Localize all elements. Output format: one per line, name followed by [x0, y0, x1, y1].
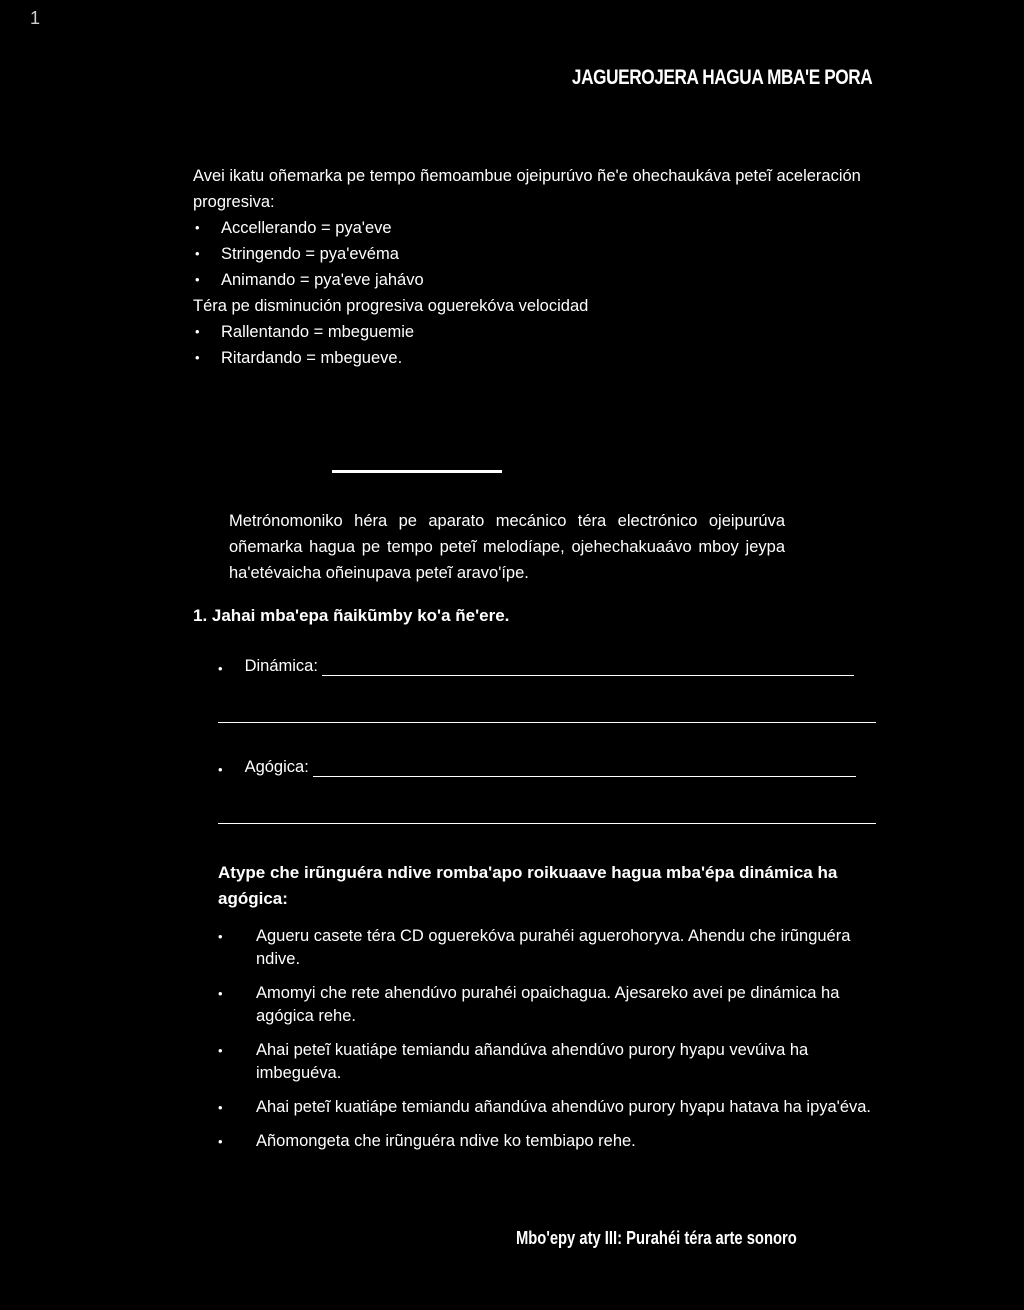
- question-1: 1. Jahai mba'epa ñaikũmby ko'a ñe'ere.: [193, 606, 510, 625]
- bullet-icon: •: [218, 661, 223, 676]
- activity-list: [218, 925, 898, 1164]
- dinamica-row: [218, 657, 854, 676]
- list-item: • Ahai peteĩ kuatiápe temiandu añandúva ahendúvo purory hyapu hatava ha ipya'éva.: [218, 1096, 898, 1119]
- footer-text: Mbo'epy aty III: Purahéi téra arte sonoro: [516, 1228, 797, 1248]
- list-item: • Agueru casete téra CD oguerekóva purahéi aguerohoryva. Ahendu che irũnguéra ndive.: [218, 925, 898, 971]
- list-item: • Rallentando = mbeguemie: [193, 319, 883, 345]
- list-item: • Añomongeta che irũnguéra ndive ko tembiapo rehe.: [218, 1130, 898, 1153]
- agogica-row: [218, 758, 856, 777]
- intro-section: [193, 163, 883, 371]
- activity-heading: Atype che irũnguéra ndive romba'apo roikuaave hagua mba'épa dinámica ha agógica:: [218, 863, 838, 908]
- list-item: • Animando = pya'eve jahávo: [193, 267, 883, 293]
- deceleration-list: [193, 319, 883, 371]
- dinamica-answer-line-2[interactable]: [218, 722, 876, 723]
- bullet-icon: •: [218, 762, 223, 777]
- metronome-paragraph: Metrónomoniko héra pe aparato mecánico téra electrónico ojeipurúva oñemarka hagua pe tempo peteĩ melodíape, ojehechakuaávo mboy jeypa ha'etévaicha oñeinupava peteĩ aravo'ípe.: [229, 512, 785, 582]
- header-title: JAGUEROJERA HAGUA MBA'E PORA: [571, 66, 872, 89]
- page-number: 1: [30, 8, 41, 28]
- dinamica-answer-line[interactable]: [322, 657, 854, 676]
- list-item: • Ahai peteĩ kuatiápe temiandu añandúva ahendúvo purory hyapu vevúiva ha imbeguéva.: [218, 1039, 898, 1085]
- acceleration-list: [193, 215, 883, 293]
- dinamica-label: Dinámica:: [244, 657, 318, 675]
- list-item: • Ritardando = mbegueve.: [193, 345, 883, 371]
- agogica-answer-line-2[interactable]: [218, 823, 876, 824]
- list-item: • Amomyi che rete ahendúvo purahéi opaichagua. Ajesareko avei pe dinámica ha agógica rehe.: [218, 982, 898, 1028]
- section-heading-decoration: [332, 470, 502, 473]
- list-item: • Stringendo = pya'evéma: [193, 241, 883, 267]
- list-item: • Accellerando = pya'eve: [193, 215, 883, 241]
- deceleration-intro: Téra pe disminución progresiva oguerekóva velocidad: [193, 297, 589, 315]
- intro-paragraph: Avei ikatu oñemarka pe tempo ñemoambue ojeipurúvo ñe'e ohechaukáva peteĩ aceleración progresiva:: [193, 167, 861, 211]
- agogica-answer-line[interactable]: [313, 758, 856, 777]
- agogica-label: Agógica:: [244, 758, 309, 776]
